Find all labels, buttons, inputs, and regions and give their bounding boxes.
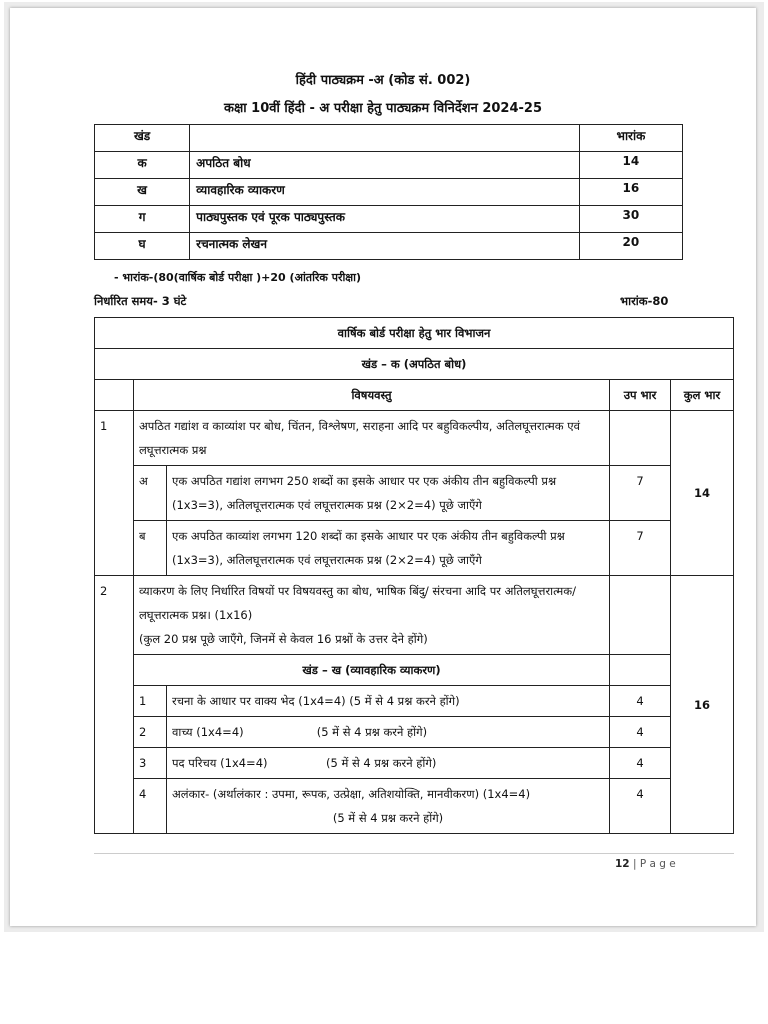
- marks-cell: 16: [579, 179, 682, 206]
- row-text: अपठित गद्यांश व काव्यांश पर बोध, चिंतन, विश्लेषण, सराहना आदि पर बहुविकल्पीय, अतिलघूत्तरात्मक एवं लघूत्तरात्मक प्रश्न: [134, 411, 610, 466]
- row-number: 1: [95, 411, 134, 576]
- section-cell: ग: [95, 206, 190, 233]
- sub-label: 3: [134, 748, 167, 779]
- topic-cell: अपठित बोध: [190, 152, 580, 179]
- row-number: 2: [95, 576, 134, 834]
- section-cell: घ: [95, 233, 190, 260]
- table-row: [95, 318, 734, 349]
- table-row: [95, 349, 734, 380]
- table-row: [95, 125, 683, 152]
- sub-marks-cell: 4: [610, 779, 671, 834]
- page-footer: [615, 858, 676, 870]
- sub-label: 4: [134, 779, 167, 834]
- sub-text: वाच्य (1x4=4) (5 में से 4 प्रश्न करने होंगे): [167, 717, 610, 748]
- table-row: [95, 152, 683, 179]
- section-cell: ख: [95, 179, 190, 206]
- page-title: हिंदी पाठ्यक्रम -अ (कोड सं. 002): [295, 73, 471, 88]
- row-text-note: (कुल 20 प्रश्न पूछे जाएँगे, जिनमें से केवल 16 प्रश्नों के उत्तर देने होंगे): [139, 632, 428, 646]
- total-marks: भारांक-80: [620, 294, 669, 308]
- content-header: विषयवस्तु: [134, 380, 610, 411]
- sub-marks-cell: [610, 411, 671, 466]
- marks-cell: 14: [579, 152, 682, 179]
- sub-label: 1: [134, 686, 167, 717]
- summary-table: [94, 124, 683, 260]
- sub-marks-cell: 7: [610, 521, 671, 576]
- marks-cell: 30: [579, 206, 682, 233]
- table-row: [95, 779, 734, 834]
- table-row: [95, 748, 734, 779]
- sub-text-line1: अलंकार- (अर्थालंकार : उपमा, रूपक, उत्प्रेक्षा, अतिशयोक्ति, मानवीकरण) (1x4=4): [172, 787, 531, 801]
- topic-cell: पाठ्यपुस्तक एवं पूरक पाठ्यपुस्तक: [190, 206, 580, 233]
- page-subtitle: कक्षा 10वीं हिंदी - अ परीक्षा हेतु पाठ्यक्रम विनिर्देशन 2024-25: [223, 101, 543, 116]
- sub-text: पद परिचय (1x4=4) (5 में से 4 प्रश्न करने होंगे): [167, 748, 610, 779]
- page-number: 12: [615, 858, 630, 870]
- sub-label: 2: [134, 717, 167, 748]
- total-marks-cell: 16: [671, 576, 734, 834]
- document-page: [10, 8, 756, 926]
- table-row: [95, 717, 734, 748]
- row-text-main: व्याकरण के लिए निर्धारित विषयों पर विषयवस्तु का बोध, भाषिक बिंदु/ संरचना आदि पर अतिलघूत्तरात्मक/लघूत्तरात्मक प्रश्न। (1x16): [139, 584, 576, 622]
- sub-marks-header: उप भार: [610, 380, 671, 411]
- sub-marks-cell: [610, 576, 671, 655]
- table-row: [95, 466, 734, 521]
- table-row: [95, 411, 734, 466]
- sub-label: अ: [134, 466, 167, 521]
- sub-marks-cell: 4: [610, 717, 671, 748]
- section-b-title: खंड – ख (व्यावहारिक व्याकरण): [134, 655, 610, 686]
- table-row: [95, 233, 683, 260]
- sub-marks-cell: 7: [610, 466, 671, 521]
- total-marks-cell: 14: [671, 411, 734, 576]
- table-row: [95, 686, 734, 717]
- sub-marks-cell: 4: [610, 686, 671, 717]
- table-row: [95, 179, 683, 206]
- table-row: [95, 206, 683, 233]
- sub-text: एक अपठित काव्यांश लगभग 120 शब्दों का इसके आधार पर एक अंकीय तीन बहुविकल्पी प्रश्न (1x3=3), अतिलघूत्तरात्मक एवं लघूत्तरात्मक प्रश्न (2×2=4) पूछे जाएँगे: [167, 521, 610, 576]
- footer-divider: [94, 853, 734, 854]
- table-row: [95, 380, 734, 411]
- marks-cell: 20: [579, 233, 682, 260]
- table-row: [95, 521, 734, 576]
- topic-cell: व्यावहारिक व्याकरण: [190, 179, 580, 206]
- header-section: खंड: [95, 125, 190, 152]
- section-cell: क: [95, 152, 190, 179]
- total-marks-header: कुल भार: [671, 380, 734, 411]
- detail-table: [94, 317, 734, 834]
- detail-table-title: वार्षिक बोर्ड परीक्षा हेतु भार विभाजन: [95, 318, 734, 349]
- time-allowed: निर्धारित समय- 3 घंटे: [94, 294, 187, 308]
- sub-text: [167, 779, 610, 834]
- sub-text-line2: (5 में से 4 प्रश्न करने होंगे): [332, 811, 444, 825]
- table-row: [95, 655, 734, 686]
- marks-note: - भारांक-(80(वार्षिक बोर्ड परीक्षा )+20 (आंतरिक परीक्षा): [114, 271, 362, 284]
- sub-text: रचना के आधार पर वाक्य भेद (1x4=4) (5 में से 4 प्रश्न करने होंगे): [167, 686, 610, 717]
- row-text: [134, 576, 610, 655]
- topic-cell: रचनात्मक लेखन: [190, 233, 580, 260]
- section-a-title: खंड – क (अपठित बोध): [95, 349, 734, 380]
- num-header: [95, 380, 134, 411]
- page-label: | P a g e: [632, 858, 676, 870]
- header-marks: भारांक: [579, 125, 682, 152]
- sub-marks-cell: 4: [610, 748, 671, 779]
- sub-text: एक अपठित गद्यांश लगभग 250 शब्दों का इसके आधार पर एक अंकीय तीन बहुविकल्पी प्रश्न (1x3=3), अतिलघूत्तरात्मक एवं लघूत्तरात्मक प्रश्न (2×2=4) पूछे जाएँगे: [167, 466, 610, 521]
- table-row: [95, 576, 734, 655]
- sub-label: ब: [134, 521, 167, 576]
- sub-marks-cell: [610, 655, 671, 686]
- header-topic: [190, 125, 580, 152]
